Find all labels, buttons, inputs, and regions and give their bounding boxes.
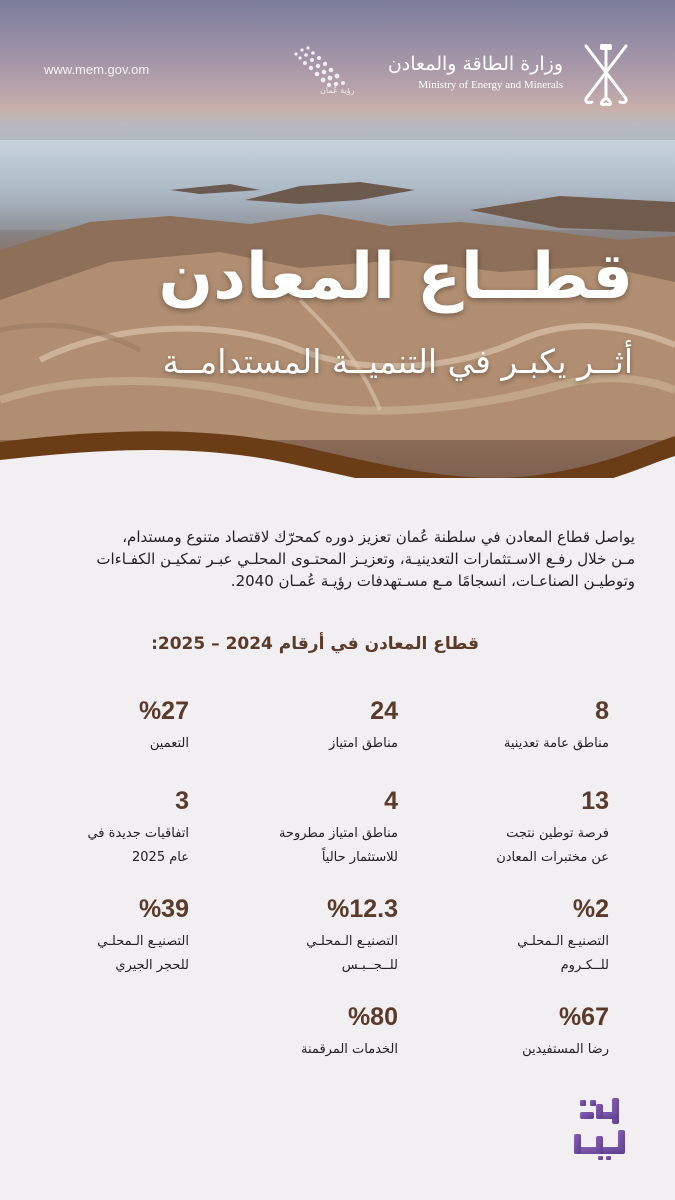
website-url[interactable]: www.mem.gov.om — [44, 62, 150, 77]
ministry-name-english: Ministry of Energy and Minerals — [418, 79, 563, 91]
stat-label-line: للــجــبـس — [341, 958, 398, 973]
stat-label — [517, 930, 609, 978]
stat-label — [522, 1038, 609, 1062]
intro-line: يواصل قطاع المعادن في سلطنة عُمان تعزيز دوره كمحرّك لاقتصاد متنوع ومستدام، — [122, 528, 635, 546]
athar-yakbar-logo-icon — [566, 1096, 634, 1160]
stat-label — [139, 732, 189, 756]
intro-paragraph — [35, 526, 635, 592]
stat-beneficiary-satisfaction — [522, 1002, 609, 1062]
stat-label-line: فرصة توطين نتجت — [506, 826, 609, 841]
ministry-name-arabic: وزارة الطاقة والمعادن — [387, 53, 563, 75]
stat-localisation-opportunities — [496, 786, 609, 870]
stat-value: %80 — [347, 1003, 398, 1031]
stat-chrome-manufacturing — [517, 894, 609, 978]
stat-value: %2 — [572, 895, 609, 923]
intro-line: وتوطيـن الصناعـات، انسجامًا مـع مسـتهدفات رؤيـة عُمـان 2040. — [230, 572, 635, 590]
stat-value: 13 — [581, 787, 609, 815]
stat-label — [87, 822, 189, 870]
stat-value: 8 — [595, 697, 609, 725]
stat-label-line: للــكـروم — [560, 958, 609, 973]
stat-label — [306, 930, 398, 978]
stat-label-line: عام 2025 — [132, 850, 189, 865]
stat-label — [97, 930, 189, 978]
stat-value: 3 — [175, 787, 189, 815]
stat-label-line: مناطق امتياز مطروحة — [278, 826, 398, 841]
stat-label — [504, 732, 609, 756]
stat-label-line: عن مختبرات المعادن — [496, 850, 609, 865]
stat-label-line: التعمين — [149, 736, 189, 751]
intro-line: مـن خلال رفـع الاسـتثمارات التعدينيـة، وتعزيـز المحتـوى المحلـي عبـر تمكيـن الكفـاءات — [96, 550, 635, 568]
stat-public-mining-areas — [504, 696, 609, 756]
stat-value: 4 — [384, 787, 398, 815]
stat-limestone-manufacturing — [97, 894, 189, 978]
stat-omanisation — [139, 696, 189, 756]
stat-label — [301, 1038, 398, 1062]
stat-label-line: التصنيـع الـمحلـي — [97, 934, 189, 949]
stat-value: %67 — [558, 1003, 609, 1031]
stats-section-title: قطاع المعادن في أرقام 2024 – 2025: — [151, 634, 479, 654]
hero-subtitle: أثــر يكبـر في التنميــة المستدامــة — [162, 342, 633, 381]
stat-label-line: رضا المستفيدين — [522, 1042, 609, 1057]
stat-gypsum-manufacturing — [306, 894, 398, 978]
stat-label-line: للحجر الجيري — [115, 958, 189, 973]
stat-label-line: مناطق امتياز — [329, 736, 398, 751]
stat-label — [279, 822, 398, 870]
stat-label-line: التصنيـع الـمحلـي — [517, 934, 609, 949]
stat-value: %12.3 — [327, 895, 398, 923]
stat-label — [329, 732, 398, 756]
stat-label-line: مناطق عامة تعدينية — [503, 736, 609, 751]
hero-title: قطــاع المعادن — [158, 240, 633, 314]
stat-digitised-services — [301, 1002, 398, 1062]
stat-value: %27 — [138, 697, 189, 725]
oman-emblem-icon — [578, 40, 634, 106]
stat-concession-areas — [329, 696, 398, 756]
stat-offered-concession-areas — [279, 786, 398, 870]
stat-label-line: الخدمات المرقمنة — [301, 1042, 398, 1057]
stat-label — [496, 822, 609, 870]
stat-label-line: التصنيـع الـمحلـي — [306, 934, 398, 949]
stat-label-line: اتفاقيات جديدة في — [87, 826, 189, 841]
oman-vision-logo-text: رؤية عُمان — [320, 86, 355, 95]
stat-new-agreements — [87, 786, 189, 870]
stat-label-line: للاستثمار حالياً — [321, 850, 398, 865]
stat-value: 24 — [370, 697, 398, 725]
stat-value: %39 — [138, 895, 189, 923]
